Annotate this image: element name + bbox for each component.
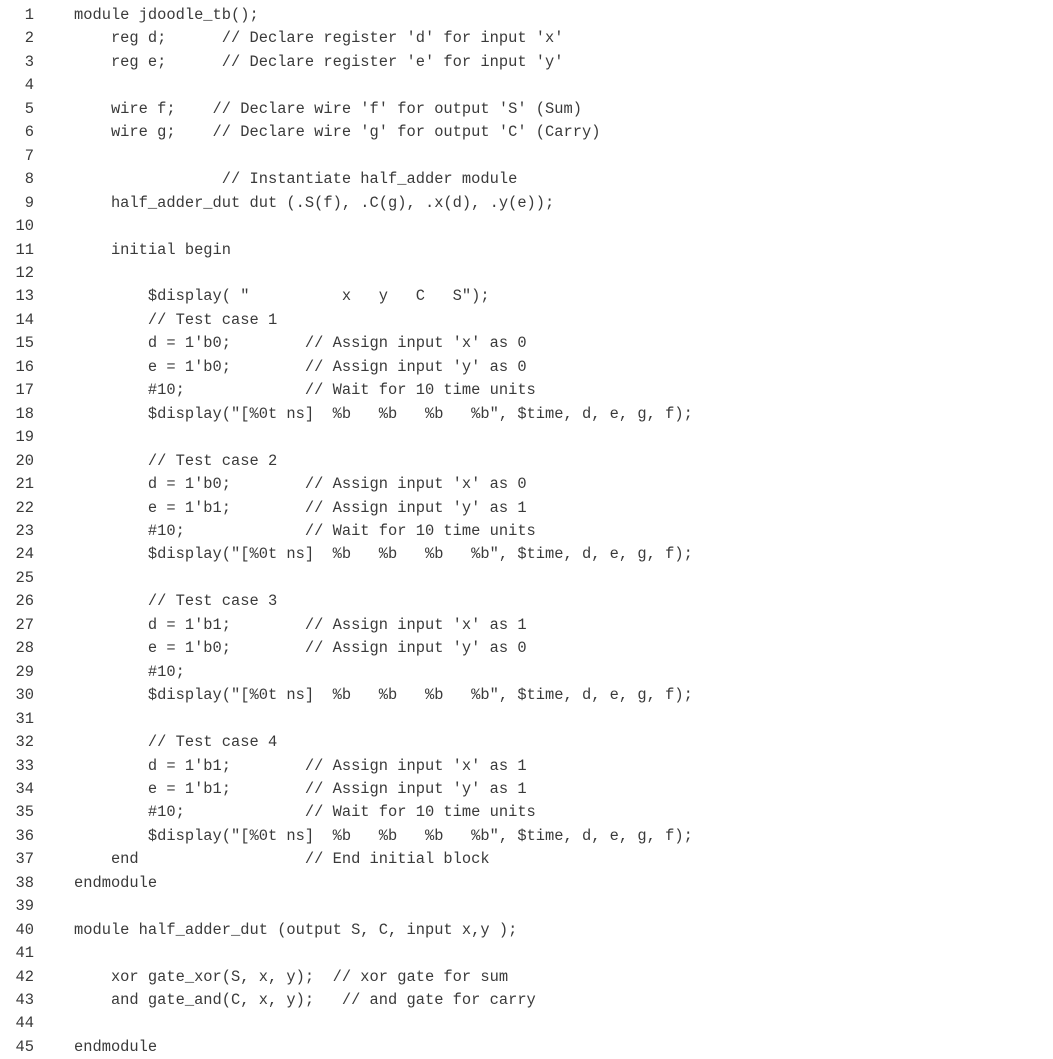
line-text[interactable]: initial begin xyxy=(74,240,232,259)
line-number: 34 xyxy=(15,779,34,798)
code-line[interactable] xyxy=(0,872,1053,895)
line-text[interactable]: d = 1'b1; // Assign input 'x' as 1 xyxy=(74,615,527,634)
line-text[interactable] xyxy=(34,215,74,238)
code-line[interactable] xyxy=(0,520,1053,543)
line-text[interactable]: half_adder_dut dut (.S(f), .C(g), .x(d), .y(e)); xyxy=(74,193,555,212)
line-text[interactable] xyxy=(34,426,74,449)
code-line[interactable] xyxy=(0,332,1053,355)
code-line[interactable] xyxy=(0,74,1053,97)
line-number: 17 xyxy=(15,381,34,400)
code-line[interactable] xyxy=(0,543,1053,566)
code-line[interactable] xyxy=(0,1012,1053,1035)
line-text[interactable]: $display("[%0t ns] %b %b %b %b", $time, d, e, g, f); xyxy=(74,826,693,845)
line-text[interactable] xyxy=(34,74,74,97)
line-number: 13 xyxy=(15,287,34,306)
code-line[interactable] xyxy=(0,51,1053,74)
line-text[interactable]: xor gate_xor(S, x, y); // xor gate for sum xyxy=(74,967,509,986)
line-text[interactable]: e = 1'b1; // Assign input 'y' as 1 xyxy=(74,498,527,517)
code-line[interactable] xyxy=(0,755,1053,778)
line-text[interactable]: $display( " x y C S"); xyxy=(74,287,490,306)
line-text[interactable]: end // End initial block xyxy=(74,850,490,869)
code-line[interactable] xyxy=(0,801,1053,824)
line-number: 5 xyxy=(24,99,34,118)
code-line[interactable] xyxy=(0,708,1053,731)
line-text[interactable]: reg e; // Declare register 'e' for input 'y' xyxy=(74,52,564,71)
line-text[interactable]: wire g; // Declare wire 'g' for output 'C' (Carry) xyxy=(74,123,601,142)
line-text[interactable]: and gate_and(C, x, y); // and gate for carry xyxy=(74,991,536,1010)
line-text[interactable] xyxy=(34,942,74,965)
line-number: 24 xyxy=(15,545,34,564)
line-number: 7 xyxy=(24,146,34,165)
line-text[interactable]: reg d; // Declare register 'd' for input 'x' xyxy=(74,29,564,48)
line-text[interactable]: $display("[%0t ns] %b %b %b %b", $time, d, e, g, f); xyxy=(74,404,693,423)
code-line[interactable] xyxy=(0,778,1053,801)
line-text[interactable] xyxy=(34,145,74,168)
code-line[interactable] xyxy=(0,637,1053,660)
line-number: 31 xyxy=(15,709,34,728)
code-line[interactable] xyxy=(0,145,1053,168)
line-text[interactable]: module jdoodle_tb(); xyxy=(74,6,259,24)
line-number: 15 xyxy=(15,334,34,353)
line-number: 27 xyxy=(15,615,34,634)
code-line[interactable] xyxy=(0,450,1053,473)
line-text[interactable]: $display("[%0t ns] %b %b %b %b", $time, d, e, g, f); xyxy=(74,545,693,564)
line-number: 26 xyxy=(15,592,34,611)
code-line[interactable] xyxy=(0,942,1053,965)
code-line[interactable] xyxy=(0,848,1053,871)
code-line[interactable] xyxy=(0,731,1053,754)
line-number: 29 xyxy=(15,662,34,681)
line-text[interactable]: #10; // Wait for 10 time units xyxy=(74,381,536,400)
line-number: 10 xyxy=(15,217,34,236)
line-text[interactable]: #10; // Wait for 10 time units xyxy=(74,803,536,822)
line-text[interactable]: wire f; // Declare wire 'f' for output 'S' (Sum) xyxy=(74,99,582,118)
line-text[interactable]: e = 1'b0; // Assign input 'y' as 0 xyxy=(74,357,527,376)
code-line[interactable] xyxy=(0,989,1053,1012)
line-number: 6 xyxy=(24,123,34,142)
line-text[interactable] xyxy=(34,708,74,731)
line-text[interactable]: #10; // Wait for 10 time units xyxy=(74,521,536,540)
line-number: 19 xyxy=(15,428,34,447)
line-number: 3 xyxy=(24,52,34,71)
code-line[interactable] xyxy=(0,684,1053,707)
code-line[interactable] xyxy=(0,473,1053,496)
line-number: 39 xyxy=(15,897,34,916)
code-line[interactable] xyxy=(0,27,1053,50)
line-text[interactable]: endmodule xyxy=(74,873,158,892)
line-number: 21 xyxy=(15,475,34,494)
line-text[interactable]: e = 1'b0; // Assign input 'y' as 0 xyxy=(74,639,527,658)
line-text[interactable]: e = 1'b1; // Assign input 'y' as 1 xyxy=(74,779,527,798)
line-text[interactable]: endmodule xyxy=(74,1037,158,1056)
line-number: 16 xyxy=(15,357,34,376)
code-line[interactable] xyxy=(0,192,1053,215)
line-number: 38 xyxy=(15,873,34,892)
line-number: 22 xyxy=(15,498,34,517)
line-text[interactable]: $display("[%0t ns] %b %b %b %b", $time, d, e, g, f); xyxy=(74,686,693,705)
line-number: 30 xyxy=(15,686,34,705)
line-text[interactable]: // Test case 3 xyxy=(74,592,278,611)
line-number: 28 xyxy=(15,639,34,658)
code-line[interactable] xyxy=(0,895,1053,918)
code-editor[interactable] xyxy=(0,4,1053,1059)
code-line[interactable] xyxy=(0,215,1053,238)
line-text[interactable] xyxy=(34,895,74,918)
line-number: 43 xyxy=(15,991,34,1010)
line-number: 32 xyxy=(15,733,34,752)
line-text[interactable]: // Test case 1 xyxy=(74,310,278,329)
line-number: 2 xyxy=(24,29,34,48)
line-number: 1 xyxy=(24,6,34,24)
code-line[interactable] xyxy=(0,661,1053,684)
line-text[interactable] xyxy=(34,1012,74,1035)
line-text[interactable]: d = 1'b1; // Assign input 'x' as 1 xyxy=(74,756,527,775)
line-number: 25 xyxy=(15,568,34,587)
line-number: 4 xyxy=(24,76,34,95)
line-text[interactable]: module half_adder_dut (output S, C, input x,y ); xyxy=(74,920,518,939)
line-text[interactable]: d = 1'b0; // Assign input 'x' as 0 xyxy=(74,334,527,353)
line-number: 12 xyxy=(15,263,34,282)
code-line[interactable] xyxy=(0,285,1053,308)
code-line[interactable] xyxy=(0,590,1053,613)
line-text[interactable]: // Test case 2 xyxy=(74,451,278,470)
line-number: 35 xyxy=(15,803,34,822)
code-line[interactable] xyxy=(0,379,1053,402)
line-number: 44 xyxy=(15,1014,34,1033)
line-number: 37 xyxy=(15,850,34,869)
code-line[interactable] xyxy=(0,919,1053,942)
code-line[interactable] xyxy=(0,239,1053,262)
line-number: 40 xyxy=(15,920,34,939)
code-line[interactable] xyxy=(0,966,1053,989)
code-line[interactable] xyxy=(0,168,1053,191)
line-text[interactable] xyxy=(34,262,74,285)
line-number: 14 xyxy=(15,310,34,329)
line-text[interactable]: d = 1'b0; // Assign input 'x' as 0 xyxy=(74,475,527,494)
line-number: 9 xyxy=(24,193,34,212)
line-number: 11 xyxy=(15,240,34,259)
code-line[interactable] xyxy=(0,4,1053,27)
line-text[interactable]: #10; xyxy=(74,662,185,681)
line-number: 18 xyxy=(15,404,34,423)
line-number: 8 xyxy=(24,170,34,189)
code-line[interactable] xyxy=(0,497,1053,520)
line-number: 23 xyxy=(15,521,34,540)
code-line[interactable] xyxy=(0,309,1053,332)
code-line[interactable] xyxy=(0,356,1053,379)
line-number: 20 xyxy=(15,451,34,470)
code-line[interactable] xyxy=(0,1036,1053,1059)
line-number: 36 xyxy=(15,826,34,845)
line-text[interactable]: // Instantiate half_adder module xyxy=(74,170,518,189)
code-line[interactable] xyxy=(0,426,1053,449)
code-line[interactable] xyxy=(0,121,1053,144)
code-line[interactable] xyxy=(0,98,1053,121)
line-number: 33 xyxy=(15,756,34,775)
line-text[interactable] xyxy=(34,567,74,590)
code-line[interactable] xyxy=(0,614,1053,637)
code-line[interactable] xyxy=(0,825,1053,848)
line-text[interactable]: // Test case 4 xyxy=(74,733,278,752)
code-line[interactable] xyxy=(0,262,1053,285)
code-line[interactable] xyxy=(0,403,1053,426)
line-number: 42 xyxy=(15,967,34,986)
code-line[interactable] xyxy=(0,567,1053,590)
line-number: 45 xyxy=(15,1037,34,1056)
line-number: 41 xyxy=(15,944,34,963)
